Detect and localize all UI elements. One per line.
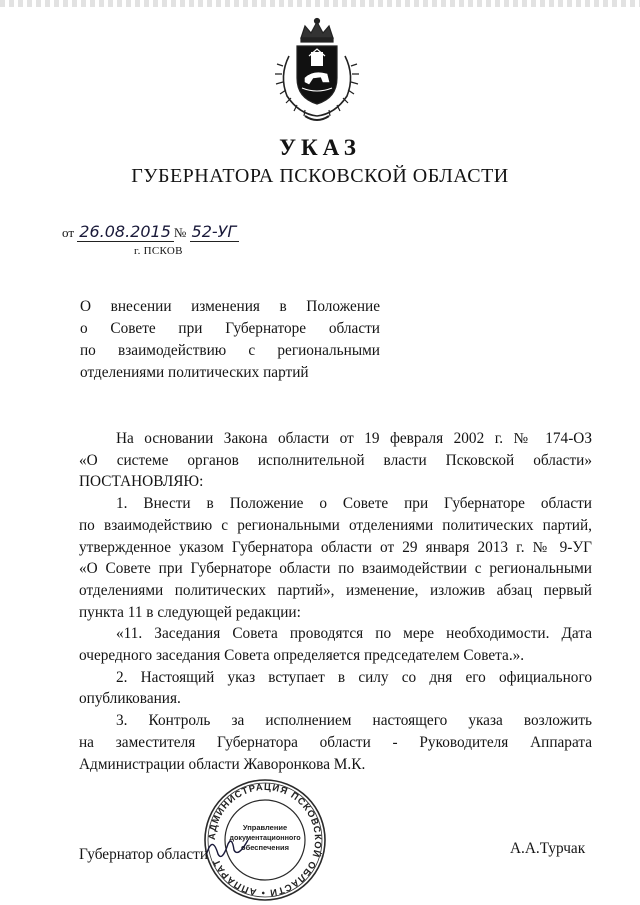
- date-number-line: [62, 222, 239, 242]
- body-line: «О Совете при Губернаторе области по взаимодействии с региональными: [79, 560, 592, 578]
- document-title: УКАЗ: [279, 135, 361, 160]
- subject-line: по взаимодействию с региональными: [80, 342, 380, 359]
- decree-body: [79, 428, 592, 775]
- body-line: 1. Внести в Положение о Совете при Губернаторе области: [116, 495, 592, 513]
- body-line: «11. Заседания Совета проводятся по мере необходимости. Дата: [116, 625, 592, 643]
- subject-block: [80, 296, 380, 384]
- date-handwritten: 26.08.2015: [77, 222, 174, 242]
- place-of-issue: г. ПСКОВ: [134, 245, 183, 257]
- body-line: 2. Настоящий указ вступает в силу со дня его официального: [116, 668, 592, 686]
- document-subtitle: ГУБЕРНАТОРА ПСКОВСКОЙ ОБЛАСТИ: [131, 165, 509, 187]
- body-line: 3. Контроль за исполнением настоящего указа возложить: [116, 712, 592, 730]
- subject-line: отделениями политических партий: [80, 364, 309, 381]
- body-line: пункта 11 в следующей редакции:: [79, 603, 301, 621]
- stamp-ring-text: АДМИНИСТРАЦИЯ ПСКОВСКОЙ ОБЛАСТИ • АППАРАТ: [205, 780, 325, 900]
- number-handwritten: 52-УГ: [190, 222, 240, 242]
- subject-line: О внесении изменения в Положение: [80, 298, 380, 315]
- date-prefix: от: [62, 225, 75, 240]
- body-line: На основании Закона области от 19 февраля 2002 г. № 174-ОЗ: [116, 430, 592, 447]
- handwritten-signature: [200, 828, 260, 868]
- stamp-center-line: обеспечения: [240, 843, 290, 852]
- signatory-name: А.А.Турчак: [510, 840, 586, 857]
- body-line: отделениями политических партий», изменение, изложив абзац первый: [79, 581, 592, 599]
- number-prefix: №: [173, 225, 187, 240]
- coat-of-arms-emblem: [269, 16, 365, 126]
- body-line: на заместителя Губернатора области - Руководителя Аппарата: [79, 733, 592, 751]
- body-line: утвержденное указом Губернатора области от 29 января 2013 г. № 9-УГ: [79, 538, 592, 556]
- body-line: по взаимодействию с региональными отделениями политических партий,: [79, 516, 592, 534]
- body-line: Администрации области Жаворонкова М.К.: [79, 755, 366, 773]
- stamp-center-line: Управление: [242, 823, 288, 832]
- signatory-position: Губернатор области: [79, 846, 209, 863]
- stamp-center-line: документационного: [229, 833, 301, 842]
- body-line: «О системе органов исполнительной власти Псковской области»: [79, 451, 592, 469]
- body-line: ПОСТАНОВЛЯЮ:: [79, 473, 204, 491]
- body-line: опубликования.: [79, 690, 181, 708]
- body-line: очередного заседания Совета определяется председателем Совета.».: [79, 647, 525, 665]
- subject-line: о Совете при Губернаторе области: [80, 320, 380, 337]
- scan-edge: [0, 0, 640, 7]
